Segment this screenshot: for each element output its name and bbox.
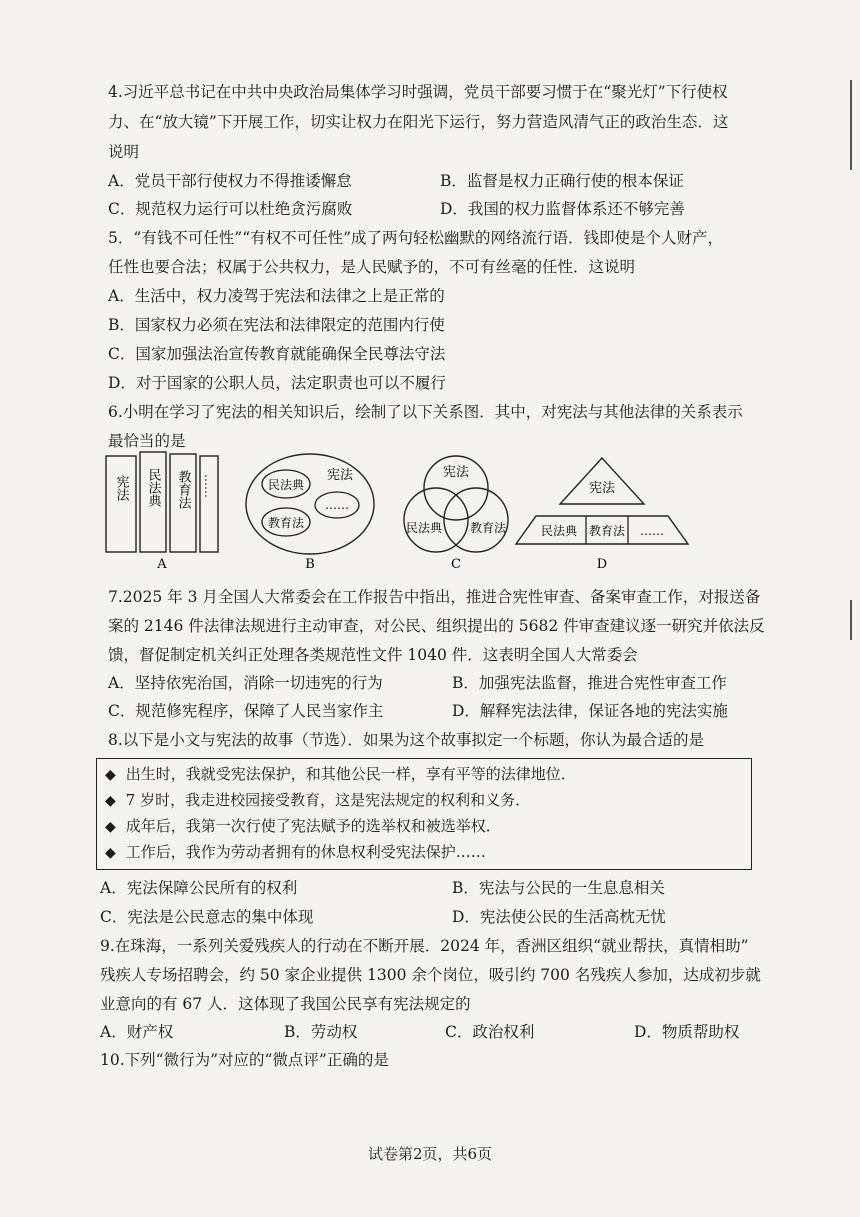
q7-stem-line-2: 案的 2146 件法律法规进行主动审查，对公民、组织提出的 5682 件审查建议逐一研究并依法反 bbox=[108, 617, 765, 635]
page-footer: 试卷第2页，共6页 bbox=[367, 1145, 493, 1163]
diagram-b-outer-ellipse bbox=[246, 454, 374, 554]
q9-stem-line-2: 残疾人专场招聘会，约 50 家企业提供 1300 余个岗位，吸引约 700 名残疾人参加，达成初步就 bbox=[100, 966, 761, 984]
diamond-bullet-icon: ◆ bbox=[105, 845, 116, 861]
q5-option-a: A．生活中，权力凌驾于宪法和法律之上是正常的 bbox=[108, 287, 445, 305]
diamond-bullet-icon: ◆ bbox=[105, 767, 116, 783]
q8-story-item-1: ◆ 出生时，我就受宪法保护，和其他公民一样，享有平等的法律地位． bbox=[105, 765, 576, 783]
q8-story-item-3: ◆ 成年后，我第一次行使了宪法赋予的选举权和被选举权． bbox=[105, 817, 501, 835]
q5-option-c: C．国家加强法治宣传教育就能确保全民尊法守法 bbox=[108, 345, 446, 363]
q6-stem-line-1: 6.小明在学习了宪法的相关知识后，绘制了以下关系图．其中，对宪法与其他法律的关系表示 bbox=[108, 403, 743, 421]
q6-diagrams bbox=[100, 448, 700, 572]
diagram-a-book-3-label: 教育法 bbox=[175, 470, 191, 509]
diagram-c-item-1: 宪法 bbox=[442, 465, 470, 480]
diagram-d-item-1: 宪法 bbox=[588, 481, 616, 496]
diagram-c-label: C bbox=[451, 557, 461, 572]
q4-stem-line-1: 4.习近平总书记在中共中央政治局集体学习时强调，党员干部要习惯于在“聚光灯”下行使权 bbox=[108, 83, 728, 101]
diamond-bullet-icon: ◆ bbox=[105, 819, 116, 835]
q4-option-d: D．我国的权力监督体系还不够完善 bbox=[440, 200, 685, 218]
q4-option-b: B．监督是权力正确行使的根本保证 bbox=[440, 172, 684, 190]
q9-option-c: C．政治权利 bbox=[445, 1023, 535, 1041]
diagram-c-item-2: 民法典 bbox=[405, 521, 443, 535]
diagram-b-item-3: …… bbox=[325, 498, 349, 512]
diagram-a-book-1-label: 宪法 bbox=[113, 475, 129, 501]
q4-stem-line-2: 力、在“放大镜”下开展工作，切实让权力在阳光下运行，努力营造风清气正的政治生态．这 bbox=[108, 113, 729, 131]
diagram-d-label: D bbox=[596, 557, 608, 572]
diagram-b-item-1: 民法典 bbox=[267, 478, 305, 492]
diagram-d-item-2: 民法典 bbox=[540, 524, 578, 538]
q6-stem-line-2: 最恰当的是 bbox=[108, 432, 186, 450]
scan-edge-mark bbox=[850, 600, 852, 640]
q7-stem-line-3: 馈，督促制定机关纠正处理各类规范性文件 1040 件．这表明全国人大常委会 bbox=[108, 646, 638, 664]
q7-option-d: D．解释宪法法律，保证各地的宪法实施 bbox=[452, 702, 728, 720]
q8-story-item-4: ◆ 工作后，我作为劳动者拥有的休息权利受宪法保护…… bbox=[105, 843, 486, 861]
q5-stem-line-1: 5．“有钱不可任性”“有权不可任性”成了两句轻松幽默的网络流行语．钱即使是个人财产， bbox=[108, 229, 724, 247]
q9-option-a: A．财产权 bbox=[100, 1023, 174, 1041]
diamond-bullet-icon: ◆ bbox=[105, 793, 116, 809]
diagram-d bbox=[516, 458, 688, 572]
scan-edge-mark bbox=[850, 80, 852, 170]
diagram-c bbox=[404, 456, 508, 572]
q8-story-item-2: ◆ 7 岁时，我走进校园接受教育，这是宪法规定的权利和义务． bbox=[105, 791, 531, 809]
q8-story-box bbox=[96, 758, 752, 870]
diagram-a-book-4 bbox=[200, 456, 218, 552]
q7-option-a: A．坚持依宪治国，消除一切违宪的行为 bbox=[108, 674, 383, 692]
q8-option-d: D．宪法使公民的生活高枕无忧 bbox=[452, 908, 666, 926]
q4-stem-line-3: 说明 bbox=[108, 143, 140, 161]
diagram-b-item-2: 宪法 bbox=[326, 468, 354, 483]
q8-option-c: C．宪法是公民意志的集中体现 bbox=[100, 908, 314, 926]
q8-option-b: B．宪法与公民的一生息息相关 bbox=[452, 879, 665, 897]
diagram-a-book-2-label: 民法典 bbox=[145, 468, 161, 507]
diagram-d-item-3: 教育法 bbox=[588, 524, 626, 538]
q8-stem-line-1: 8.以下是小文与宪法的故事（节选）．如果为这个故事拟定一个标题，你认为最合适的是 bbox=[108, 731, 705, 749]
q7-option-b: B．加强宪法监督，推进合宪性审查工作 bbox=[452, 674, 727, 692]
diagram-c-item-3: 教育法 bbox=[469, 521, 507, 535]
q9-option-d: D．物质帮助权 bbox=[634, 1023, 740, 1041]
q5-option-d: D．对于国家的公职人员，法定职责也可以不履行 bbox=[108, 374, 446, 392]
diagram-a-book-4-label: …… bbox=[202, 474, 216, 498]
diagram-a-book-1 bbox=[106, 456, 136, 552]
q9-stem-line-1: 9.在珠海，一系列关爱残疾人的行动在不断开展．2024 年，香洲区组织“就业帮扶，真情相助” bbox=[100, 937, 749, 955]
diagram-d-item-4: …… bbox=[640, 524, 664, 538]
q5-stem-line-2: 任性也要合法；权属于公共权力，是人民赋予的，不可有丝毫的任性．这说明 bbox=[108, 258, 636, 276]
q10-stem-line-1: 10.下列“微行为”对应的“微点评”正确的是 bbox=[100, 1051, 389, 1069]
diagram-b-label: B bbox=[305, 557, 315, 572]
q9-option-b: B．劳动权 bbox=[284, 1023, 358, 1041]
q7-stem-line-1: 7.2025 年 3 月全国人大常委会在工作报告中指出，推进合宪性审查、备案审查工作，对报送备 bbox=[108, 588, 761, 606]
q7-option-c: C．规范修宪程序，保障了人民当家作主 bbox=[108, 702, 384, 720]
q4-option-a: A．党员干部行使权力不得推诿懈怠 bbox=[108, 172, 352, 190]
q4-option-c: C．规范权力运行可以杜绝贪污腐败 bbox=[108, 200, 353, 218]
diagram-b bbox=[246, 454, 374, 572]
diagram-a-label: A bbox=[157, 557, 167, 572]
q5-option-b: B．国家权力必须在宪法和法律限定的范围内行使 bbox=[108, 316, 445, 334]
q9-stem-line-3: 业意向的有 67 人．这体现了我国公民享有宪法规定的 bbox=[100, 995, 471, 1013]
q8-option-a: A．宪法保障公民所有的权利 bbox=[100, 879, 298, 897]
diagram-b-item-4: 教育法 bbox=[267, 516, 305, 530]
diagram-a bbox=[106, 452, 218, 572]
